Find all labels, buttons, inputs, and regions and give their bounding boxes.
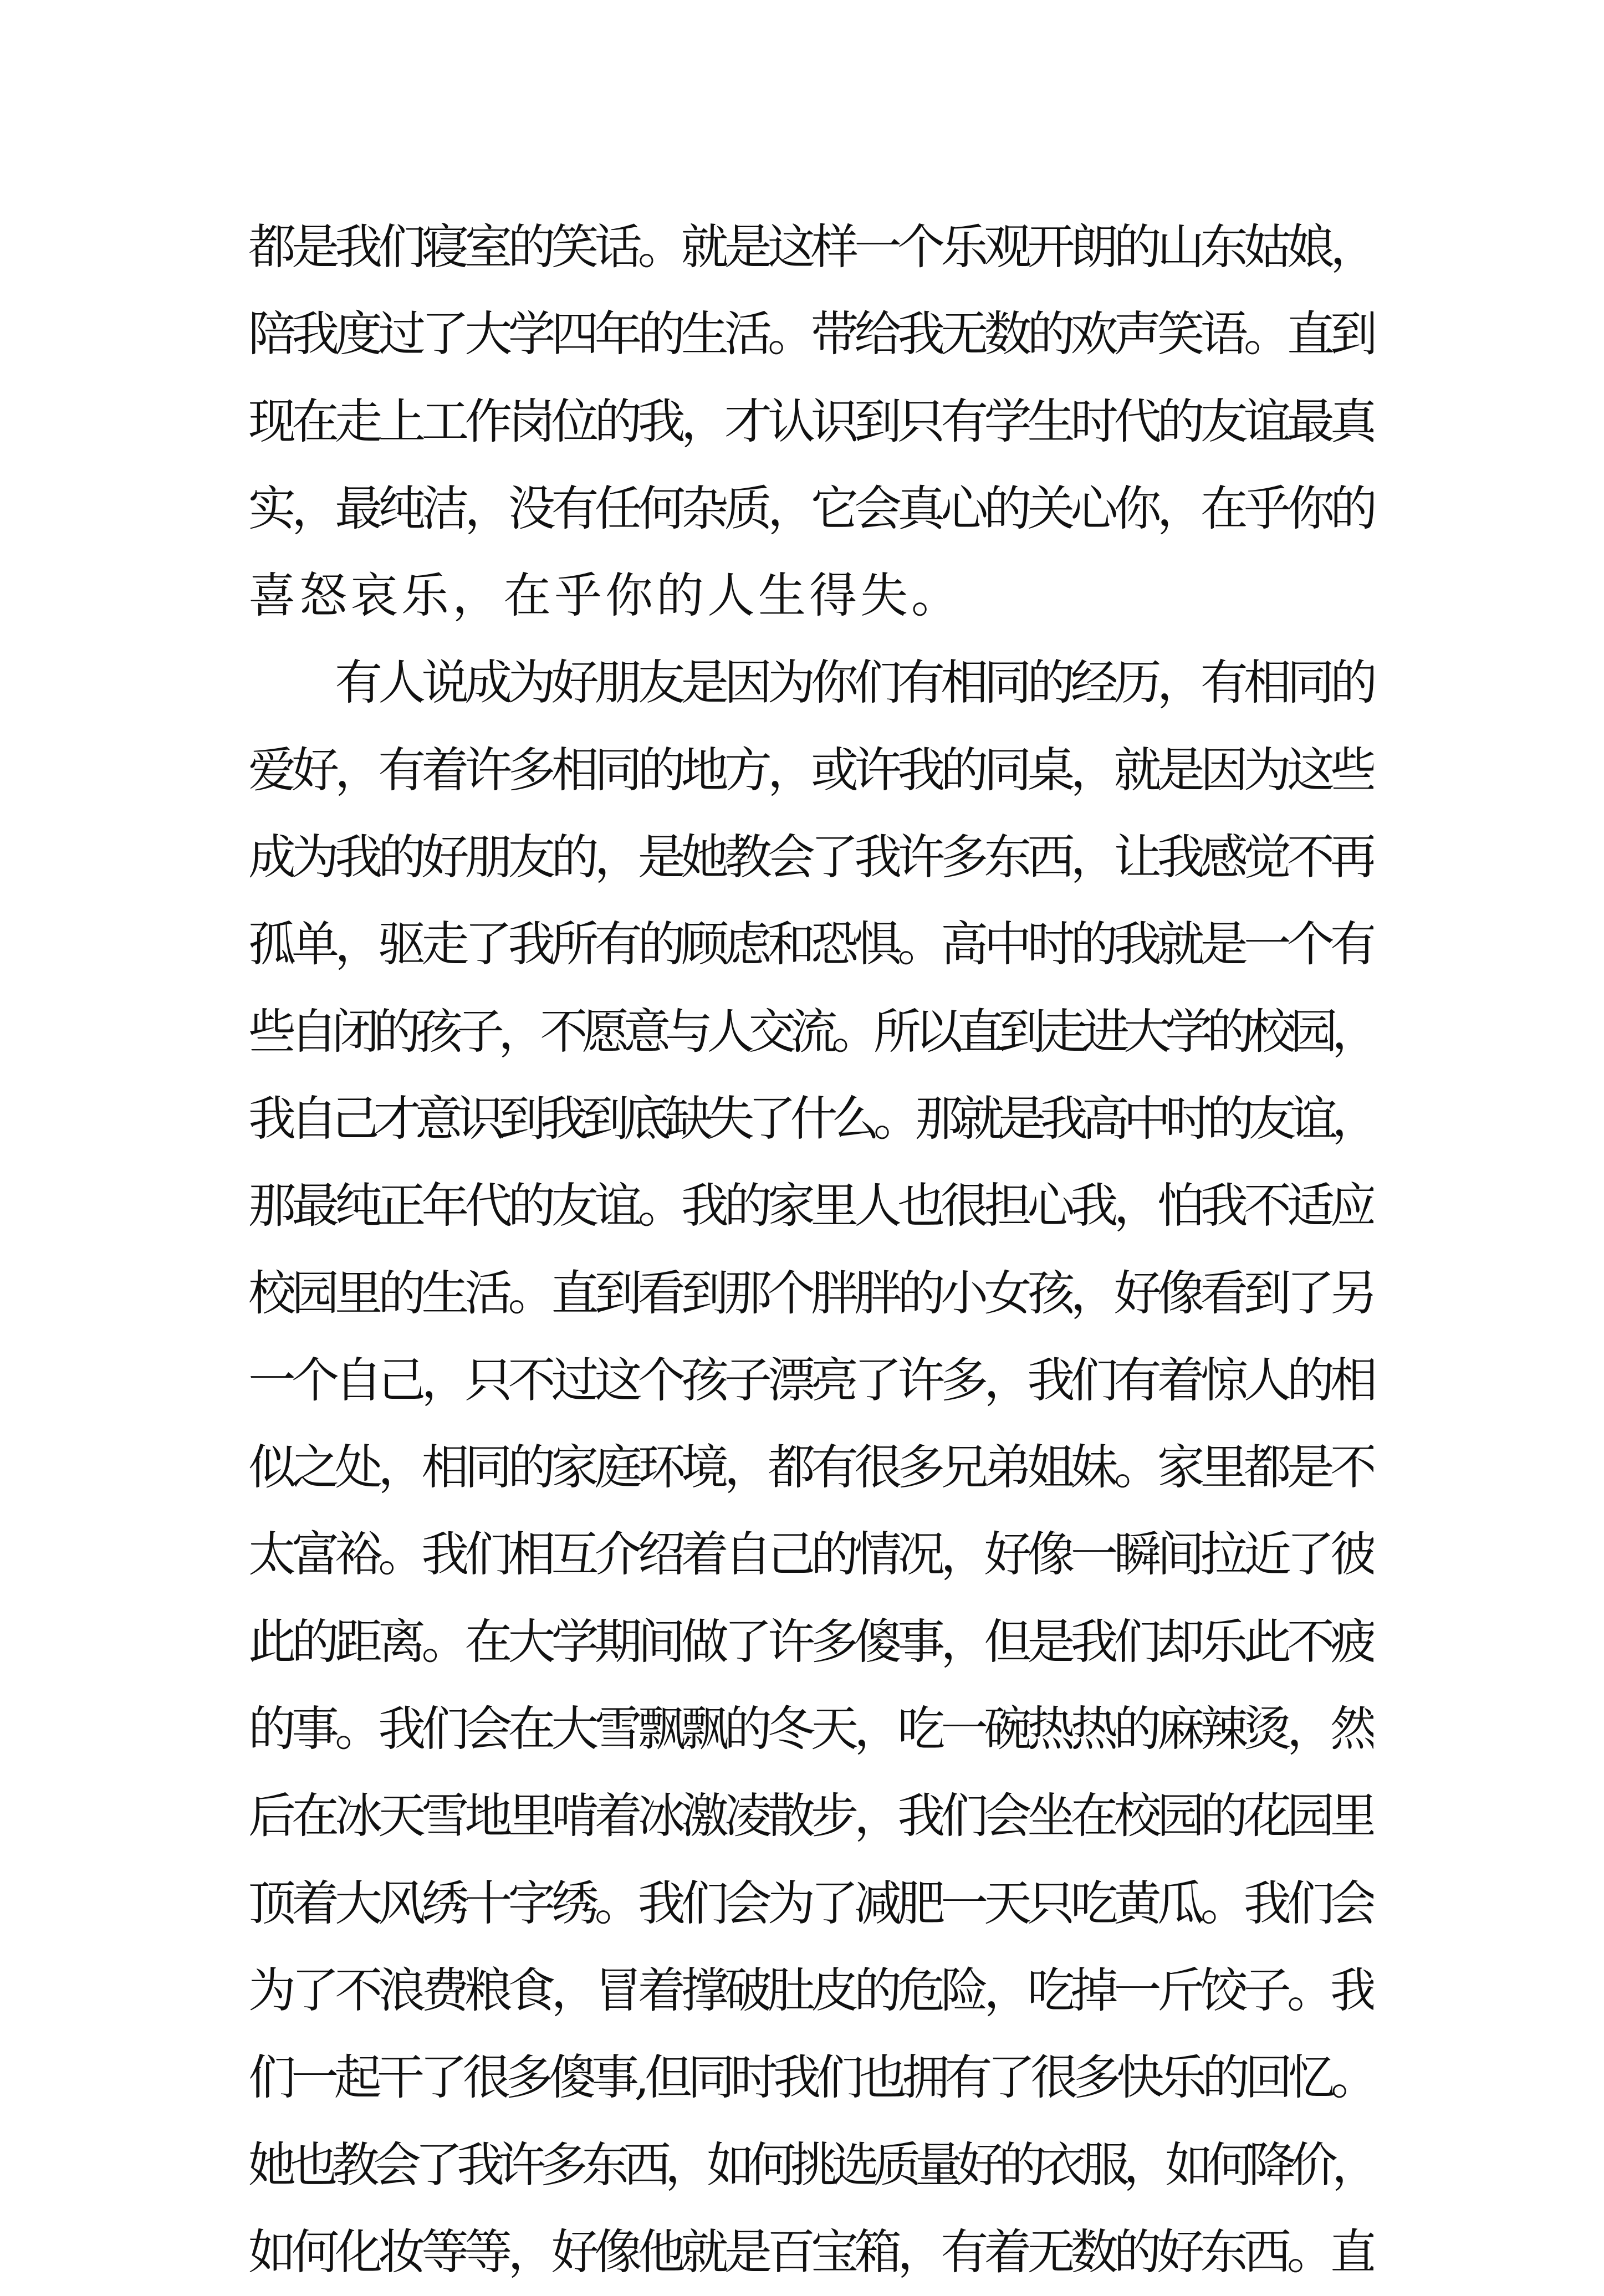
text-line: 的事。我们会在大雪飘飘的冬天，吃一碗热热的麻辣烫，然 bbox=[248, 1701, 1373, 1757]
text-line: 后在冰天雪地里啃着冰激凌散步，我们会坐在校园的花园里 bbox=[248, 1788, 1373, 1844]
text-line: 成为我的好朋友的，是她教会了我许多东西，让我感觉不再 bbox=[248, 830, 1373, 886]
text-line: 陪我度过了大学四年的生活。带给我无数的欢声笑语。直到 bbox=[248, 306, 1373, 362]
text-line: 此的距离。在大学期间做了许多傻事，但是我们却乐此不疲 bbox=[248, 1614, 1373, 1670]
text-line: 些自闭的孩子，不愿意与人交流。所以直到走进大学的校园， bbox=[248, 1004, 1373, 1060]
text-line: 我自己才意识到我到底缺失了什么。那就是我高中时的友谊， bbox=[248, 1091, 1373, 1147]
text-line: 那最纯正年代的友谊。我的家里人也很担心我，怕我不适应 bbox=[248, 1178, 1373, 1234]
text-line: 孤单，驱走了我所有的顾虑和恐惧。高中时的我就是一个有 bbox=[248, 917, 1373, 973]
text-line: 似之处，相同的家庭环境，都有很多兄弟姐妹。家里都是不 bbox=[248, 1440, 1373, 1496]
text-line: 现在走上工作岗位的我，才认识到只有学生时代的友谊最真 bbox=[248, 393, 1373, 449]
text-line: 一个自己，只不过这个孩子漂亮了许多，我们有着惊人的相 bbox=[248, 1352, 1373, 1408]
text-line: 太富裕。我们相互介绍着自己的情况，好像一瞬间拉近了彼 bbox=[248, 1527, 1373, 1583]
text-line: 爱好，有着许多相同的地方，或许我的同桌，就是因为这些 bbox=[248, 742, 1373, 798]
text-line: 如何化妆等等，好像他就是百宝箱，有着无数的好东西。直 bbox=[248, 2224, 1373, 2280]
text-line: 实，最纯洁，没有任何杂质，它会真心的关心你，在乎你的 bbox=[248, 480, 1373, 536]
text-line: 都是我们寝室的笑话。就是这样一个乐观开朗的山东姑娘， bbox=[248, 219, 1373, 275]
text-line: 校园里的生活。直到看到那个胖胖的小女孩，好像看到了另 bbox=[248, 1265, 1373, 1321]
body-text bbox=[248, 204, 1373, 2296]
text-line: 喜怒哀乐，在乎你的人生得失。 bbox=[248, 568, 962, 624]
text-line: 她也教会了我许多东西，如何挑选质量好的衣服，如何降价， bbox=[248, 2137, 1373, 2193]
text-line: 们一起干了很多傻事,但同时我们也拥有了很多快乐的回忆。 bbox=[248, 2050, 1373, 2106]
text-line: 顶着大风绣十字绣。我们会为了减肥一天只吃黄瓜。我们会 bbox=[248, 1875, 1373, 1931]
text-line: 为了不浪费粮食，冒着撑破肚皮的危险，吃掉一斤饺子。我 bbox=[248, 1962, 1373, 2018]
text-line: 有人说成为好朋友是因为你们有相同的经历，有相同的 bbox=[248, 655, 1373, 711]
